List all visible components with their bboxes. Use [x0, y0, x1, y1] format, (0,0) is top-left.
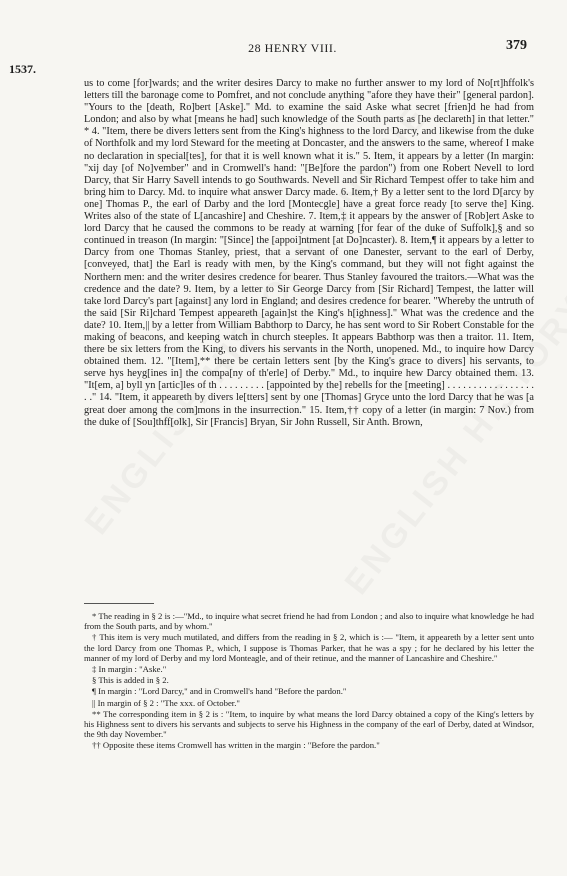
page-header — [58, 38, 527, 60]
footnotes — [84, 611, 534, 752]
body-text — [84, 78, 534, 429]
footnote: || In margin of § 2 : "The xxx. of October." — [92, 697, 240, 708]
footnote: †† Opposite these items Cromwell has written in the margin : "Before the pardon." — [92, 740, 380, 751]
year-marginal: 1537. — [9, 62, 36, 76]
footnote-rule — [84, 603, 154, 604]
footnote: * The reading in § 2 is :—"Md., to inquire what secret friend he had from London ; and also to inquire what knowledge he had from the South parts, and by whom." — [84, 611, 534, 632]
footnote: ¶ In margin : "Lord Darcy," and in Cromwell's hand "Before the pardon." — [92, 686, 347, 697]
footnote: ** The corresponding item in § 2 is : "Item, to inquire by what means the lord Darcy obtained a copy of the King's letters by his Highness sent to divers his servants and subjects to serve his Highness in the company of the earl of Derby, dated at Windsor, the 9th day November." — [84, 708, 534, 740]
footnote: ‡ In margin : "Aske." — [92, 664, 167, 675]
page-number: 379 — [506, 38, 527, 53]
footnote: † This item is very much mutilated, and differs from the reading in § 2, which is :— "Item, it appeareth by a letter sent unto the lord Darcy from one Thomas P., which, I suppose is Thomas Parker, that he was a spy ; for he declared by his letter the manner of my lord of Derby and my lord Monteagle, and of their retinue, and the manner of Lancashire and Cheshire." — [84, 632, 534, 663]
body-paragraph: us to come [for]wards; and the writer desires Darcy to make no further answer to my lord of No[rt]hffolk's letters till the baronage come to Pomfret, and not conclude anything "afore they have their" [general pardon]. "Yours to the [death, Ro]bert [Aske]." Md. to examine the said Aske what secret [frien]d he had from London; and also by what [means he had] such knowledge of the South parts as [he declareth] in that letter." * 4. "Item, there be divers letters sent from the King's highness to the lord Darcy, and likewise from the duke of Northfolk and my lord Steward for the meeting at Doncaster, and the answers to the same, whereof I make no declaration in special[tes], for that it is well known what it is." 5. Item, it appears by a letter (In margin: "xij day [of No]vember" and in Cromwell's hand: "[Be]fore the pardon") from one Robert Nevell to lord Darcy, that Sir Harry Savell intends to go Southwards. Nevell and Sir Richard Tempest offer to take him and bring him to Darcy. Md. to inquire what answer Darcy made. 6. Item,† By a letter sent to the lord D[arcy by one] Thomas P., the earl of Darby and the lord [Montecgle] have a great force ready [to serve the] King. Writes also of the state of L[ancashire] and Cheshire. 7. Item,‡ it appears by the answer of [Rob]ert Aske to lord Darcy that he caused the commons to be ready at warning [for fear of the duke of Suffolk],§ and so continued in treason (In margin: "[Since] the [appoi]ntment [at Do]ncaster). 8. Item,¶ it appears by a letter to Darcy from one Thomas Stanley, priest, that a servant of one Danester, servant to the earl of Derby, [conveyed, that] the Earl is ready with men, by the King's command, but they will not fight against the Northern men: and the writer desires credence for bearer. Thus Stanley favoured the traitors.—What was the credence and the date? 9. Item, by a letter to Sir George Darcy from [Sir Richard] Tempest, the latter will take lord Darcy's part [against] any lord in England; and desires credence for bearer. "Whereby the untruth of the said [Sir Ri]chard Tempest appeareth [again]st the King's h[ighness]." What was the credence and the date? 10. Item,|| by a letter from William Babthorp to Darcy, he has sent word to Sir Robert Constable for the making of beacons, and keeping watch in church steeples. It appears Babthorp was then a traitor. 11. Item, there be six letters from the King, to divers his servants in the North, unopened. Md., to inquire how Darcy obtained them. 12. "[Item],** there be certain letters sent [by the King's grace to divers] his servants, to serve hys heyg[ines in] the compa[ny of th'erle] of Derby." Md., to inquire hew Darcy obtained them. 13. "It[em, a] byll yn [artic]les of th . . . . . . . . . [appointed by the] rebells for the [meeting] . . . . . . . . . . . . . . . . . . ." 14. "Item, it appeareth by divers le[tters] sent by one [Thomas] Gryce unto the lord Darcy that he was [a great doer among the com]mons in the insurrection." 15. Item,†† copy of a letter (in margin: 7 Nov.) from the duke of [Sou]thff[olk], Sir [Francis] Bryan, Sir John Russell, Sir Anth. Brown, — [84, 78, 534, 428]
footnote: § This is added in § 2. — [92, 675, 169, 686]
running-title: 28 HENRY VIII. — [248, 41, 337, 55]
